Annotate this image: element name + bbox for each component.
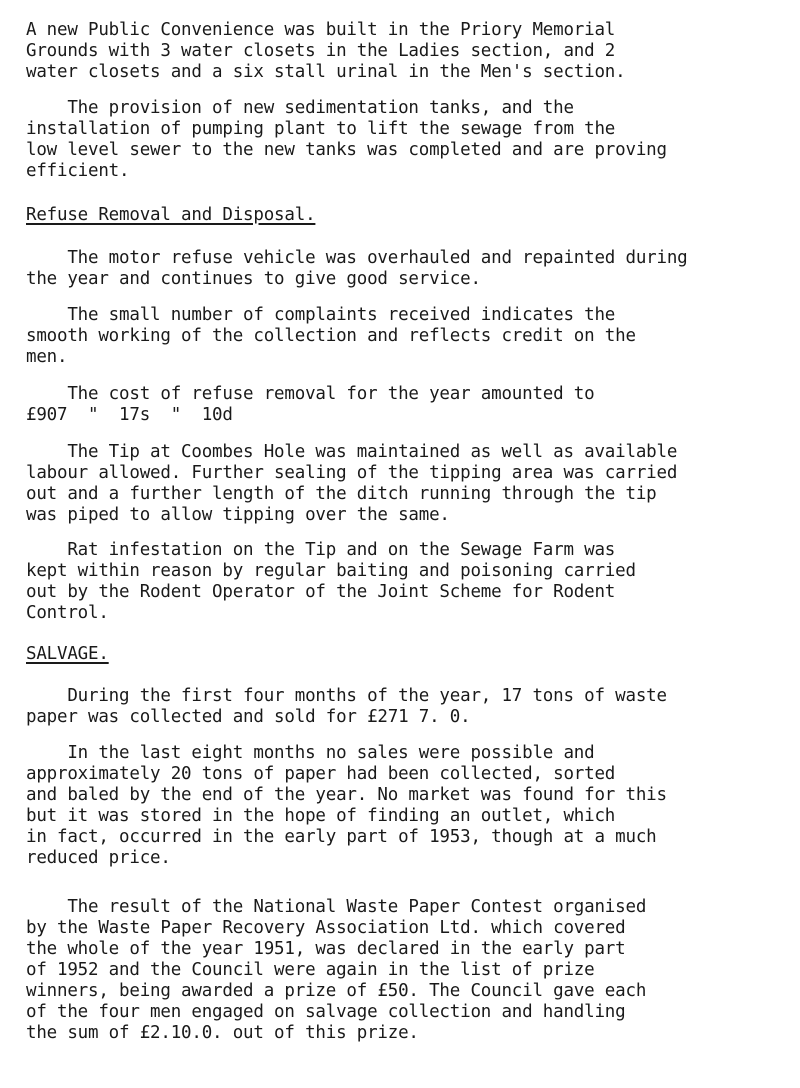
heading-refuse-removal: Refuse Removal and Disposal. xyxy=(26,205,316,225)
paragraph-tip-coombes-hole: The Tip at Coombes Hole was maintained as well as available labour allowed. Further sealing of the tipping area was carried out and a further length of the ditch running through the tip was piped to allow tipping over the same. xyxy=(26,442,678,525)
paragraph-waste-paper-contest: The result of the National Waste Paper Contest organised by the Waste Paper Recovery Association Ltd. which covered the whole of the year 1951, was declared in the early part of 1952 and the Council were again in the list of prize winners, being awarded a prize of £50. The Council gave each of the four men engaged on salvage collection and handling the sum of £2.10.0. out of this prize. xyxy=(26,897,647,1043)
paragraph-last-eight-months: In the last eight months no sales were possible and approximately 20 tons of paper had been collected, sorted and baled by the end of the year. No market was found for this but it was stored in the hope of finding an outlet, which in fact, occurred in the early part of 1953, though at a much reduced price. xyxy=(26,743,667,868)
paragraph-public-convenience: A new Public Convenience was built in the Priory Memorial Grounds with 3 water closets in the Ladies section, and 2 water closets and a six stall urinal in the Men's section. xyxy=(26,20,626,82)
paragraph-rat-infestation: Rat infestation on the Tip and on the Sewage Farm was kept within reason by regular baiting and poisoning carried out by the Rodent Operator of the Joint Scheme for Rodent Control. xyxy=(26,540,636,623)
paragraph-waste-paper-sold: During the first four months of the year, 17 tons of waste paper was collected and sold for £271 7. 0. xyxy=(26,686,667,727)
paragraph-refuse-cost: The cost of refuse removal for the year amounted to £907 " 17s " 10d xyxy=(26,384,595,425)
paragraph-complaints: The small number of complaints received indicates the smooth working of the collection and reflects credit on the men. xyxy=(26,305,636,367)
paragraph-refuse-vehicle: The motor refuse vehicle was overhauled and repainted during the year and continues to give good service. xyxy=(26,248,688,289)
paragraph-sedimentation-tanks: The provision of new sedimentation tanks, and the installation of pumping plant to lift the sewage from the low level sewer to the new tanks was completed and are proving efficient. xyxy=(26,98,667,181)
heading-salvage: SALVAGE. xyxy=(26,644,109,664)
